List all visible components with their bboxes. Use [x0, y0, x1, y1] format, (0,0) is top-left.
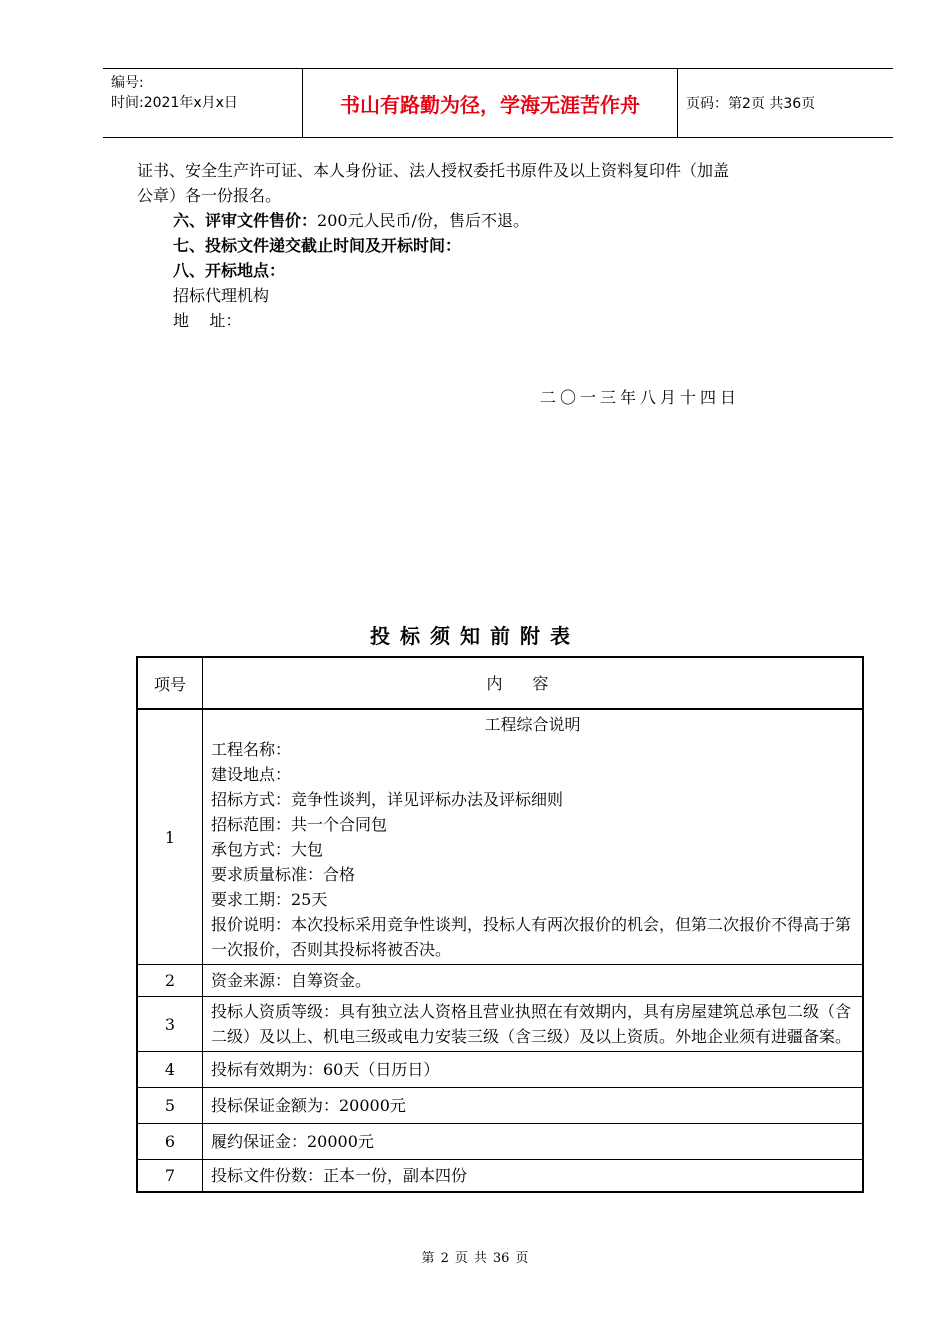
footer-ye-2: 页 [515, 1251, 529, 1266]
table-row [137, 965, 863, 997]
row-1-num: 1 [137, 709, 203, 965]
bid-info-table [136, 656, 864, 1193]
notice-body [137, 158, 857, 333]
header-number-label: 编号: [111, 75, 144, 91]
row-num: 2 [137, 965, 203, 997]
row-1-line: 要求工期：25天 [211, 890, 328, 909]
footer-total-pages: 36 [492, 1251, 510, 1266]
header-meta [103, 69, 303, 137]
col-header-content: 内容 [203, 657, 864, 709]
footer-gong: 共 [473, 1251, 487, 1266]
row-content: 投标有效期为：60天（日历日） [203, 1052, 864, 1088]
notice-date: 二〇一三年八月十四日 [540, 388, 741, 407]
col-header-item-no: 项号 [137, 657, 203, 709]
item-7: 七、投标文件递交截止时间及开标时间： [173, 236, 462, 255]
item-6-value: 200元人民币/份，售后不退。 [317, 211, 529, 230]
row-1-heading: 工程综合说明 [484, 715, 581, 734]
row-1-content [203, 709, 864, 965]
row-num: 4 [137, 1052, 203, 1088]
page-footer [0, 1247, 950, 1266]
header-page-info: 页码：第2页 共36页 [686, 96, 816, 112]
table-row [137, 1124, 863, 1160]
row-1-line: 建设地点： [211, 765, 292, 784]
address-label: 地 址： [173, 311, 242, 330]
table-row [137, 1088, 863, 1124]
table-header-row [137, 657, 863, 709]
row-num: 6 [137, 1124, 203, 1160]
row-num: 7 [137, 1160, 203, 1192]
table-row [137, 1160, 863, 1192]
agency-label: 招标代理机构 [173, 286, 270, 305]
table-row [137, 709, 863, 965]
item-6 [137, 208, 857, 233]
row-content: 投标人资质等级：具有独立法人资格且营业执照在有效期内，具有房屋建筑总承包二级（含二级）及以上、机电三级或电力安装三级（含三级）及以上资质。外地企业须有进疆备案。 [203, 997, 864, 1052]
row-1-line: 招标方式：竞争性谈判，详见评标办法及评标细则 [211, 790, 564, 809]
body-line-1: 证书、安全生产许可证、本人身份证、法人授权委托书原件及以上资料复印件（加盖 [137, 161, 730, 180]
row-1-line: 招标范围：共一个合同包 [211, 815, 388, 834]
header-time-label: 时间:2021年x月x日 [111, 95, 238, 111]
row-content: 资金来源：自筹资金。 [203, 965, 864, 997]
row-content: 履约保证金：20000元 [203, 1124, 864, 1160]
row-1-line: 要求质量标准：合格 [211, 865, 356, 884]
row-1-line: 承包方式：大包 [211, 840, 324, 859]
item-8: 八、开标地点： [173, 261, 286, 280]
table-row [137, 1052, 863, 1088]
page-header [103, 68, 893, 138]
row-content: 投标保证金额为：20000元 [203, 1088, 864, 1124]
row-num: 5 [137, 1088, 203, 1124]
footer-ye: 页 [454, 1251, 468, 1266]
table-row [137, 997, 863, 1052]
header-motto: 书山有路勤为径，学海无涯苦作舟 [303, 69, 678, 137]
row-num: 3 [137, 997, 203, 1052]
row-content: 投标文件份数：正本一份，副本四份 [203, 1160, 864, 1192]
row-1-line: 工程名称： [211, 740, 292, 759]
table-title: 投标须知前附表 [370, 624, 580, 648]
body-line-2: 公章）各一份报名。 [137, 186, 282, 205]
footer-di: 第 [421, 1251, 435, 1266]
row-1-line: 报价说明：本次投标采用竞争性谈判，投标人有两次报价的机会，但第二次报价不得高于第一次报价，否则其投标将被否决。 [211, 915, 852, 959]
item-6-label: 六、评审文件售价： [173, 211, 318, 230]
footer-page-number: 2 [440, 1251, 449, 1266]
